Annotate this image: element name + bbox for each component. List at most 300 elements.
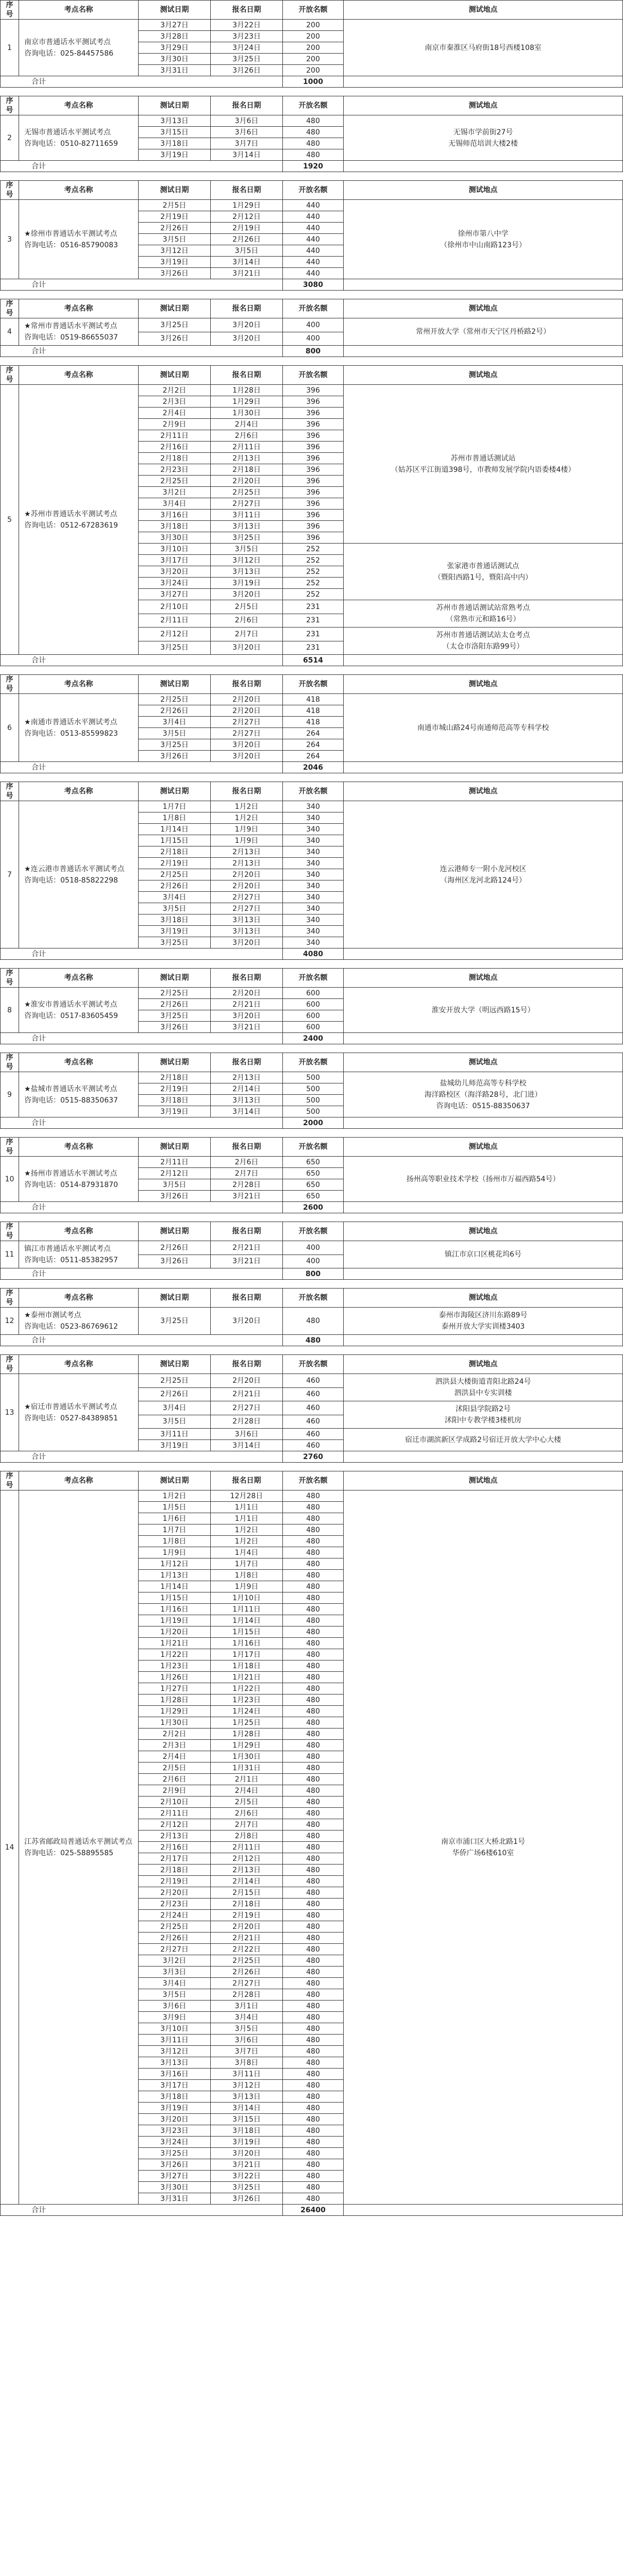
header-reg-date: 报名日期 bbox=[211, 1289, 283, 1308]
capacity: 340 bbox=[283, 846, 344, 858]
test-date: 3月26日 bbox=[139, 1255, 211, 1268]
site-table-7 bbox=[0, 782, 623, 960]
test-location: 南京市秦淮区马府街18号西楼108室 bbox=[344, 20, 623, 76]
total-empty bbox=[344, 2205, 623, 2216]
registration-date: 3月6日 bbox=[211, 127, 283, 138]
registration-date: 2月13日 bbox=[211, 1072, 283, 1083]
test-date: 2月4日 bbox=[139, 408, 211, 419]
test-date: 2月11日 bbox=[139, 1157, 211, 1168]
registration-date: 3月20日 bbox=[211, 318, 283, 332]
capacity: 480 bbox=[283, 1694, 344, 1706]
registration-date: 3月14日 bbox=[211, 257, 283, 268]
test-date: 3月18日 bbox=[139, 914, 211, 926]
table-row bbox=[1, 20, 623, 31]
site-name: ★扬州市普通话水平测试考点 咨询电话：0514-87931870 bbox=[19, 1157, 139, 1202]
table-spacer bbox=[0, 357, 623, 365]
test-date: 1月6日 bbox=[139, 1513, 211, 1524]
header-capacity: 开放名额 bbox=[283, 1222, 344, 1241]
header-reg-date: 报名日期 bbox=[211, 969, 283, 988]
test-date: 2月16日 bbox=[139, 1842, 211, 1853]
capacity: 231 bbox=[283, 628, 344, 641]
registration-date: 3月20日 bbox=[211, 589, 283, 600]
registration-date: 3月13日 bbox=[211, 926, 283, 937]
test-date: 2月10日 bbox=[139, 1797, 211, 1808]
table-row bbox=[1, 801, 623, 812]
table-spacer bbox=[0, 773, 623, 782]
registration-date: 1月22日 bbox=[211, 1683, 283, 1694]
registration-date: 3月20日 bbox=[211, 2148, 283, 2159]
capacity: 480 bbox=[283, 1921, 344, 1933]
registration-date: 12月28日 bbox=[211, 1490, 283, 1502]
capacity: 231 bbox=[283, 600, 344, 614]
registration-date: 2月12日 bbox=[211, 1853, 283, 1865]
capacity: 480 bbox=[283, 2080, 344, 2091]
header-site-name: 考点名称 bbox=[19, 969, 139, 988]
test-date: 2月27日 bbox=[139, 1944, 211, 1955]
test-date: 3月30日 bbox=[139, 532, 211, 544]
test-date: 1月7日 bbox=[139, 1524, 211, 1536]
capacity: 480 bbox=[283, 1502, 344, 1513]
site-name: ★连云港市普通话水平测试考点 咨询电话：0518-85822298 bbox=[19, 801, 139, 948]
capacity: 480 bbox=[283, 1706, 344, 1717]
capacity: 480 bbox=[283, 2012, 344, 2023]
test-date: 2月23日 bbox=[139, 1899, 211, 1910]
capacity: 340 bbox=[283, 812, 344, 824]
total-empty bbox=[344, 76, 623, 88]
registration-date: 2月6日 bbox=[211, 430, 283, 442]
registration-date: 3月21日 bbox=[211, 268, 283, 279]
registration-date: 2月14日 bbox=[211, 1876, 283, 1887]
header-row bbox=[1, 299, 623, 318]
test-location: 扬州高等职业技术学校（扬州市万福西路54号） bbox=[344, 1157, 623, 1202]
registration-date: 3月13日 bbox=[211, 566, 283, 578]
test-date: 1月8日 bbox=[139, 812, 211, 824]
registration-date: 3月1日 bbox=[211, 2001, 283, 2012]
capacity: 480 bbox=[283, 2103, 344, 2114]
test-date: 3月31日 bbox=[139, 65, 211, 76]
test-date: 2月26日 bbox=[139, 705, 211, 717]
capacity: 396 bbox=[283, 396, 344, 408]
registration-date: 2月21日 bbox=[211, 1241, 283, 1255]
total-label: 合计 bbox=[1, 1202, 283, 1213]
total-empty bbox=[344, 279, 623, 291]
test-date: 3月11日 bbox=[139, 1429, 211, 1440]
site-table-12 bbox=[0, 1288, 623, 1346]
total-empty bbox=[344, 1268, 623, 1280]
registration-date: 3月22日 bbox=[211, 2171, 283, 2182]
header-test-date: 测试日期 bbox=[139, 1053, 211, 1072]
test-date: 2月12日 bbox=[139, 1819, 211, 1831]
test-date: 3月18日 bbox=[139, 2091, 211, 2103]
header-reg-date: 报名日期 bbox=[211, 675, 283, 694]
test-date: 3月11日 bbox=[139, 2035, 211, 2046]
test-date: 3月30日 bbox=[139, 2182, 211, 2193]
capacity: 200 bbox=[283, 20, 344, 31]
header-no: 序号 bbox=[1, 1053, 19, 1072]
test-date: 2月11日 bbox=[139, 614, 211, 628]
registration-date: 2月27日 bbox=[211, 1978, 283, 1989]
header-capacity: 开放名额 bbox=[283, 366, 344, 385]
header-no: 序号 bbox=[1, 1471, 19, 1490]
registration-date: 1月1日 bbox=[211, 1502, 283, 1513]
registration-date: 3月26日 bbox=[211, 65, 283, 76]
test-date: 3月24日 bbox=[139, 2137, 211, 2148]
registration-date: 2月7日 bbox=[211, 1168, 283, 1179]
table-row bbox=[1, 694, 623, 705]
header-location: 测试地点 bbox=[344, 1222, 623, 1241]
table-row bbox=[1, 200, 623, 211]
total-row bbox=[1, 655, 623, 666]
test-date: 3月31日 bbox=[139, 2193, 211, 2205]
registration-date: 3月21日 bbox=[211, 1191, 283, 1202]
table-row bbox=[1, 318, 623, 332]
test-date: 3月4日 bbox=[139, 717, 211, 728]
capacity: 460 bbox=[283, 1429, 344, 1440]
capacity: 480 bbox=[283, 2035, 344, 2046]
test-date: 3月13日 bbox=[139, 115, 211, 127]
header-capacity: 开放名额 bbox=[283, 1, 344, 20]
table-spacer bbox=[0, 88, 623, 96]
registration-date: 3月20日 bbox=[211, 739, 283, 751]
total-label: 合计 bbox=[1, 76, 283, 88]
total-row bbox=[1, 1335, 623, 1346]
header-row bbox=[1, 782, 623, 801]
site-number: 9 bbox=[1, 1072, 19, 1117]
table-row bbox=[1, 1072, 623, 1083]
registration-date: 2月25日 bbox=[211, 1955, 283, 1967]
registration-date: 3月20日 bbox=[211, 1010, 283, 1022]
capacity: 480 bbox=[283, 1989, 344, 2001]
capacity: 400 bbox=[283, 1241, 344, 1255]
registration-date: 1月4日 bbox=[211, 1547, 283, 1558]
header-location: 测试地点 bbox=[344, 675, 623, 694]
test-date: 3月24日 bbox=[139, 578, 211, 589]
total-empty bbox=[344, 1033, 623, 1044]
test-date: 2月20日 bbox=[139, 1887, 211, 1899]
capacity: 340 bbox=[283, 892, 344, 903]
capacity: 480 bbox=[283, 1581, 344, 1592]
registration-date: 1月14日 bbox=[211, 1615, 283, 1626]
header-no: 序号 bbox=[1, 366, 19, 385]
total-label: 合计 bbox=[1, 2205, 283, 2216]
capacity: 480 bbox=[283, 115, 344, 127]
header-no: 序号 bbox=[1, 969, 19, 988]
table-spacer bbox=[0, 1044, 623, 1053]
header-test-date: 测试日期 bbox=[139, 1, 211, 20]
total-value: 4080 bbox=[283, 948, 344, 960]
header-test-date: 测试日期 bbox=[139, 299, 211, 318]
header-row bbox=[1, 1, 623, 20]
test-date: 3月26日 bbox=[139, 1022, 211, 1033]
total-row bbox=[1, 1117, 623, 1129]
registration-date: 3月19日 bbox=[211, 578, 283, 589]
capacity: 440 bbox=[283, 257, 344, 268]
total-value: 800 bbox=[283, 346, 344, 357]
registration-date: 2月20日 bbox=[211, 1374, 283, 1388]
registration-date: 3月18日 bbox=[211, 2125, 283, 2137]
capacity: 418 bbox=[283, 717, 344, 728]
registration-date: 1月9日 bbox=[211, 835, 283, 846]
header-row bbox=[1, 181, 623, 200]
table-spacer bbox=[0, 1129, 623, 1137]
site-name: ★淮安市普通话水平测试考点 咨询电话：0517-83605459 bbox=[19, 988, 139, 1033]
registration-date: 1月31日 bbox=[211, 1762, 283, 1774]
capacity: 480 bbox=[283, 2125, 344, 2137]
capacity: 396 bbox=[283, 385, 344, 396]
registration-date: 2月5日 bbox=[211, 600, 283, 614]
header-no: 序号 bbox=[1, 299, 19, 318]
capacity: 480 bbox=[283, 1604, 344, 1615]
registration-date: 2月14日 bbox=[211, 1083, 283, 1095]
capacity: 480 bbox=[283, 149, 344, 161]
capacity: 600 bbox=[283, 988, 344, 999]
total-empty bbox=[344, 1451, 623, 1463]
test-date: 3月27日 bbox=[139, 589, 211, 600]
test-date: 3月20日 bbox=[139, 566, 211, 578]
registration-date: 1月9日 bbox=[211, 824, 283, 835]
registration-date: 1月23日 bbox=[211, 1694, 283, 1706]
capacity: 650 bbox=[283, 1191, 344, 1202]
registration-date: 3月21日 bbox=[211, 1022, 283, 1033]
registration-date: 3月6日 bbox=[211, 2035, 283, 2046]
header-reg-date: 报名日期 bbox=[211, 299, 283, 318]
capacity: 650 bbox=[283, 1168, 344, 1179]
test-date: 3月19日 bbox=[139, 2103, 211, 2114]
header-reg-date: 报名日期 bbox=[211, 782, 283, 801]
total-label: 合计 bbox=[1, 1117, 283, 1129]
test-date: 1月28日 bbox=[139, 1694, 211, 1706]
registration-date: 2月27日 bbox=[211, 717, 283, 728]
site-number: 8 bbox=[1, 988, 19, 1033]
capacity: 480 bbox=[283, 1762, 344, 1774]
header-reg-date: 报名日期 bbox=[211, 1053, 283, 1072]
header-test-date: 测试日期 bbox=[139, 675, 211, 694]
site-name: 南京市普通话水平测试考点 咨询电话：025-84457586 bbox=[19, 20, 139, 76]
registration-date: 1月8日 bbox=[211, 1570, 283, 1581]
total-label: 合计 bbox=[1, 1268, 283, 1280]
capacity: 480 bbox=[283, 2057, 344, 2069]
test-date: 3月5日 bbox=[139, 234, 211, 245]
capacity: 480 bbox=[283, 1865, 344, 1876]
total-row bbox=[1, 1202, 623, 1213]
header-test-date: 测试日期 bbox=[139, 96, 211, 115]
capacity: 264 bbox=[283, 751, 344, 762]
registration-date: 3月7日 bbox=[211, 138, 283, 149]
capacity: 500 bbox=[283, 1072, 344, 1083]
site-table-10 bbox=[0, 1137, 623, 1213]
site-name: ★徐州市普通话水平测试考点 咨询电话：0516-85790083 bbox=[19, 200, 139, 279]
site-table-14 bbox=[0, 1471, 623, 2216]
header-site-name: 考点名称 bbox=[19, 1, 139, 20]
total-row bbox=[1, 1033, 623, 1044]
capacity: 231 bbox=[283, 641, 344, 655]
capacity: 480 bbox=[283, 1615, 344, 1626]
test-date: 3月13日 bbox=[139, 2057, 211, 2069]
header-test-date: 测试日期 bbox=[139, 1355, 211, 1374]
test-date: 3月5日 bbox=[139, 1179, 211, 1191]
header-no: 序号 bbox=[1, 1289, 19, 1308]
test-date: 2月6日 bbox=[139, 1774, 211, 1785]
registration-date: 2月22日 bbox=[211, 1944, 283, 1955]
test-date: 3月19日 bbox=[139, 149, 211, 161]
header-row bbox=[1, 1289, 623, 1308]
capacity: 480 bbox=[283, 2046, 344, 2057]
capacity: 396 bbox=[283, 464, 344, 476]
header-reg-date: 报名日期 bbox=[211, 96, 283, 115]
test-location: 连云港师专一附小龙河校区 （海州区龙河北路124号） bbox=[344, 801, 623, 948]
test-date: 3月4日 bbox=[139, 1978, 211, 1989]
header-reg-date: 报名日期 bbox=[211, 1471, 283, 1490]
capacity: 396 bbox=[283, 430, 344, 442]
header-row bbox=[1, 1355, 623, 1374]
registration-date: 2月19日 bbox=[211, 223, 283, 234]
test-date: 2月2日 bbox=[139, 1728, 211, 1740]
total-empty bbox=[344, 948, 623, 960]
test-date: 2月3日 bbox=[139, 396, 211, 408]
test-date: 3月28日 bbox=[139, 31, 211, 42]
header-reg-date: 报名日期 bbox=[211, 1138, 283, 1157]
registration-date: 3月20日 bbox=[211, 641, 283, 655]
test-date: 3月25日 bbox=[139, 937, 211, 948]
header-row bbox=[1, 366, 623, 385]
test-date: 3月25日 bbox=[139, 1308, 211, 1335]
test-date: 1月7日 bbox=[139, 801, 211, 812]
total-row bbox=[1, 76, 623, 88]
registration-date: 1月18日 bbox=[211, 1660, 283, 1672]
test-date: 3月25日 bbox=[139, 641, 211, 655]
test-date: 3月18日 bbox=[139, 1095, 211, 1106]
test-date: 3月6日 bbox=[139, 2001, 211, 2012]
registration-date: 2月20日 bbox=[211, 694, 283, 705]
capacity: 252 bbox=[283, 578, 344, 589]
header-site-name: 考点名称 bbox=[19, 96, 139, 115]
table-row bbox=[1, 1308, 623, 1335]
registration-date: 1月2日 bbox=[211, 1536, 283, 1547]
test-date: 3月10日 bbox=[139, 2023, 211, 2035]
capacity: 396 bbox=[283, 442, 344, 453]
capacity: 500 bbox=[283, 1083, 344, 1095]
capacity: 200 bbox=[283, 54, 344, 65]
header-capacity: 开放名额 bbox=[283, 299, 344, 318]
test-date: 1月5日 bbox=[139, 1502, 211, 1513]
site-number: 3 bbox=[1, 200, 19, 279]
test-date: 3月12日 bbox=[139, 2046, 211, 2057]
registration-date: 2月13日 bbox=[211, 858, 283, 869]
capacity: 200 bbox=[283, 65, 344, 76]
registration-date: 3月4日 bbox=[211, 2012, 283, 2023]
total-value: 2046 bbox=[283, 762, 344, 773]
registration-date: 3月20日 bbox=[211, 751, 283, 762]
registration-date: 2月21日 bbox=[211, 1933, 283, 1944]
registration-date: 3月11日 bbox=[211, 2069, 283, 2080]
capacity: 460 bbox=[283, 1401, 344, 1415]
table-row bbox=[1, 1490, 623, 1502]
capacity: 460 bbox=[283, 1415, 344, 1429]
test-date: 2月26日 bbox=[139, 1933, 211, 1944]
test-date: 1月9日 bbox=[139, 1547, 211, 1558]
test-date: 2月19日 bbox=[139, 1876, 211, 1887]
header-test-date: 测试日期 bbox=[139, 1138, 211, 1157]
test-date: 3月19日 bbox=[139, 1106, 211, 1117]
registration-date: 3月14日 bbox=[211, 1440, 283, 1451]
registration-date: 2月20日 bbox=[211, 988, 283, 999]
test-date: 3月26日 bbox=[139, 2159, 211, 2171]
test-date: 3月25日 bbox=[139, 739, 211, 751]
registration-date: 3月13日 bbox=[211, 2091, 283, 2103]
registration-date: 2月20日 bbox=[211, 869, 283, 880]
header-row bbox=[1, 969, 623, 988]
total-value: 26400 bbox=[283, 2205, 344, 2216]
test-date: 2月26日 bbox=[139, 1241, 211, 1255]
test-date: 2月5日 bbox=[139, 1762, 211, 1774]
registration-date: 2月26日 bbox=[211, 234, 283, 245]
test-date: 3月26日 bbox=[139, 268, 211, 279]
header-site-name: 考点名称 bbox=[19, 675, 139, 694]
capacity: 480 bbox=[283, 1808, 344, 1819]
test-location: 镇江市京口区桃花坞6号 bbox=[344, 1241, 623, 1268]
test-date: 1月29日 bbox=[139, 1706, 211, 1717]
registration-date: 3月25日 bbox=[211, 54, 283, 65]
capacity: 440 bbox=[283, 268, 344, 279]
test-date: 2月19日 bbox=[139, 211, 211, 223]
header-row bbox=[1, 96, 623, 115]
registration-date: 3月21日 bbox=[211, 2159, 283, 2171]
header-site-name: 考点名称 bbox=[19, 782, 139, 801]
registration-date: 1月11日 bbox=[211, 1604, 283, 1615]
registration-date: 1月1日 bbox=[211, 1513, 283, 1524]
test-date: 1月2日 bbox=[139, 1490, 211, 1502]
registration-date: 1月28日 bbox=[211, 385, 283, 396]
table-row bbox=[1, 1374, 623, 1388]
registration-date: 2月25日 bbox=[211, 487, 283, 498]
capacity: 480 bbox=[283, 1717, 344, 1728]
capacity: 480 bbox=[283, 1672, 344, 1683]
header-row bbox=[1, 675, 623, 694]
test-date: 3月9日 bbox=[139, 2012, 211, 2023]
table-row bbox=[1, 1157, 623, 1168]
registration-date: 2月4日 bbox=[211, 419, 283, 430]
header-no: 序号 bbox=[1, 1222, 19, 1241]
capacity: 500 bbox=[283, 1106, 344, 1117]
header-no: 序号 bbox=[1, 782, 19, 801]
header-capacity: 开放名额 bbox=[283, 675, 344, 694]
registration-date: 3月19日 bbox=[211, 2137, 283, 2148]
header-test-date: 测试日期 bbox=[139, 366, 211, 385]
registration-date: 3月6日 bbox=[211, 115, 283, 127]
test-date: 2月25日 bbox=[139, 988, 211, 999]
capacity: 480 bbox=[283, 1524, 344, 1536]
header-site-name: 考点名称 bbox=[19, 181, 139, 200]
site-name: ★苏州市普通话水平测试考点 咨询电话：0512-67283619 bbox=[19, 385, 139, 655]
test-date: 3月27日 bbox=[139, 20, 211, 31]
capacity: 480 bbox=[283, 1592, 344, 1604]
test-date: 1月26日 bbox=[139, 1672, 211, 1683]
capacity: 340 bbox=[283, 903, 344, 914]
registration-date: 1月25日 bbox=[211, 1717, 283, 1728]
test-date: 2月4日 bbox=[139, 1751, 211, 1762]
total-row bbox=[1, 1451, 623, 1463]
test-date: 1月13日 bbox=[139, 1570, 211, 1581]
registration-date: 3月5日 bbox=[211, 544, 283, 555]
test-date: 2月26日 bbox=[139, 1387, 211, 1401]
total-empty bbox=[344, 1117, 623, 1129]
capacity: 480 bbox=[283, 1683, 344, 1694]
capacity: 440 bbox=[283, 211, 344, 223]
test-date: 3月5日 bbox=[139, 1989, 211, 2001]
capacity: 252 bbox=[283, 566, 344, 578]
site-number: 2 bbox=[1, 115, 19, 161]
capacity: 440 bbox=[283, 234, 344, 245]
